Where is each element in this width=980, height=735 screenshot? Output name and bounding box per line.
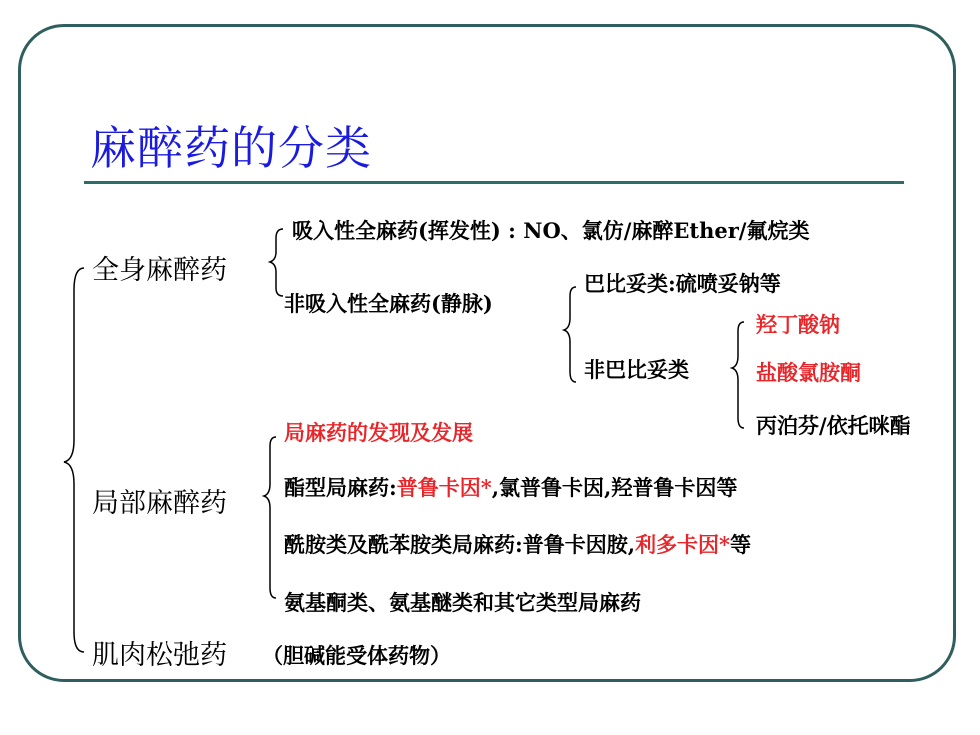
non-barbiturates: 非巴比妥类 [584,357,689,382]
drug-propofol-etomidate: 丙泊芬/依托咪酯 [756,413,911,438]
ester-procaine: 普鲁卡因* [396,475,492,500]
intravenous-anesthetics: 非吸入性全麻药(静脉) [284,291,493,316]
drug-ketamine-hcl: 盐酸氯胺酮 [756,360,861,385]
ester-suffix: ,氯普鲁卡因,羟普鲁卡因等 [491,475,738,500]
intravenous-brace [564,287,576,382]
local-brace [264,437,276,598]
general-brace [270,229,283,296]
other-local-anesthetics: 氨基酮类、氨基醚类和其它类型局麻药 [284,590,641,615]
local-discovery: 局麻药的发现及发展 [284,420,473,445]
slide-title: 麻醉药的分类 [90,121,372,175]
main-brace [64,268,84,652]
inhaled-anesthetics: 吸入性全麻药(挥发性) : NO、氯仿/麻醉Ether/氟烷类 [292,218,810,243]
category-general: 全身麻醉药 [92,255,227,286]
barbiturates: 巴比妥类:硫喷妥钠等 [584,271,781,296]
amide-prefix: 酰胺类及酰苯胺类局麻药:普鲁卡因胺, [284,532,636,557]
amide-local-anesthetics [284,529,751,559]
category-local: 局部麻醉药 [92,488,227,519]
amide-suffix: 等 [730,532,752,557]
amide-lidocaine: 利多卡因* [635,532,731,557]
category-muscle-relaxant: 肌肉松弛药 [92,640,227,671]
ester-local-anesthetics [284,472,737,502]
non-barbiturate-brace [732,322,744,428]
ester-prefix: 酯型局麻药: [284,475,397,500]
drug-sodium-oxybate: 羟丁酸钠 [756,312,840,337]
muscle-relaxant-note: （胆碱能受体药物） [262,643,451,668]
